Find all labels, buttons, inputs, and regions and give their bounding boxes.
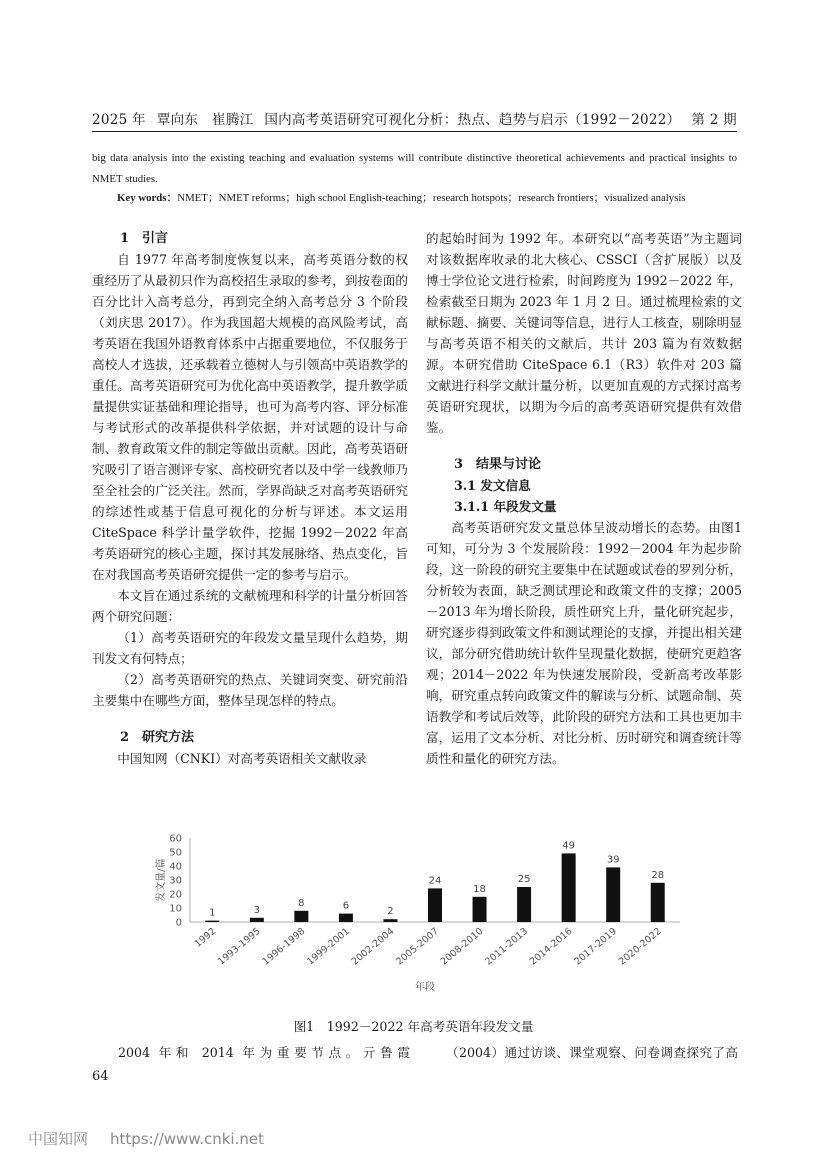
footer-brand: 中国知网 [28, 1130, 89, 1148]
research-question-1: （1）高考英语研究的年段发文量呈现什么趋势，期刊发文有何特点； [92, 630, 408, 666]
y-tick-label: 60 [169, 833, 182, 845]
bar-value-label: 18 [473, 883, 486, 895]
x-tick-label: 2014-2016 [527, 925, 575, 968]
bar [517, 887, 531, 922]
header-article-title: 国内高考英语研究可视化分析：热点、趋势与启示（1992－2022） [264, 112, 681, 128]
x-tick-label: 1999-2001 [305, 925, 352, 968]
x-axis-label: 年段 [415, 982, 435, 993]
bar-value-label: 8 [298, 897, 305, 909]
right-column [426, 228, 742, 769]
subsection-heading-annual-volume: 3.1.1 年段发文量 [454, 499, 557, 514]
bar-value-label: 6 [342, 900, 350, 912]
y-tick-label: 50 [169, 847, 182, 859]
header-rule [92, 131, 737, 132]
bar-value-label: 3 [253, 904, 261, 916]
paragraph-questions-intro: 本文旨在通过系统的文献梳理和科学的计量分析回答两个研究问题： [92, 588, 408, 624]
keywords-text: NMET；NMET reforms；high school English-teaching；research hotspots；research frontiers；visualized analysis [177, 192, 686, 204]
bar [383, 919, 397, 922]
bar-value-label: 28 [651, 869, 665, 881]
y-tick-label: 0 [175, 917, 182, 929]
bar-value-label: 2 [387, 906, 394, 918]
section-heading-methods: 2 研究方法 [120, 730, 195, 745]
bar-chart-svg [150, 826, 690, 1006]
bar [473, 897, 487, 922]
paragraph-methods-continued: 的起始时间为 1992 年。本研究以“高考英语”为主题词对该数据库收录的北大核心、CSSCI（含扩展版）以及博士学位论文进行检索，时间跨度为 1992－2022 年，检索截至日期为 2023 年 1 月 2 日。通过梳理检索的文献标题、摘要、关键词等信息，进行人工核查，剔除明显与高考英语不相关的文献后，共计 203 篇为有效数据源。本研究借助 CiteSpace 6.1（R3）软件对 203 篇文献进行科学文献计量分析，以更加直观的方式探讨高考英语研究现状，以期为今后的高考英语研究提供有效借鉴。 [426, 231, 742, 435]
left-column [92, 228, 408, 769]
keywords-label: Key words： [117, 192, 178, 204]
x-tick-label: 2005-2007 [394, 925, 441, 968]
y-tick-label: 10 [169, 903, 182, 915]
bar [562, 853, 576, 922]
bar-value-label: 25 [517, 874, 531, 885]
bar [339, 914, 353, 922]
header-year: 2025 年 [92, 112, 146, 128]
bar [428, 888, 442, 922]
section-heading-results: 3 结果与讨论 [454, 457, 542, 472]
page-number: 64 [92, 1069, 109, 1084]
continued-text [118, 1042, 738, 1063]
bar [205, 921, 219, 922]
y-axis-label: 发文量/篇 [156, 858, 167, 902]
figure-caption: 图1 1992－2022 年高考英语年段发文量 [293, 1019, 534, 1034]
x-tick-label: 1993-1995 [215, 925, 263, 968]
running-header [92, 108, 737, 128]
header-issue: 第 2 期 [691, 112, 737, 128]
bar-value-label: 49 [562, 840, 576, 852]
abstract-end: big data analysis into the existing teaching and evaluation systems will contribute distinctive theoretical achievements and practical insights to NMET studies. [92, 152, 737, 185]
bar-value-label: 1 [209, 907, 216, 919]
bar [606, 867, 620, 922]
paragraph-methods-start: 中国知网（CNKI）对高考英语相关文献收录 [117, 751, 367, 766]
x-tick-label: 1992 [192, 925, 219, 950]
footer-site: https://www.cnki.net [110, 1130, 264, 1148]
y-tick-label: 30 [169, 875, 182, 887]
keywords [117, 189, 737, 207]
x-tick-label: 2008-2010 [438, 925, 486, 968]
bar [651, 883, 665, 922]
x-tick-label: 2020-2022 [616, 925, 664, 968]
paragraph-introduction: 自 1977 年高考制度恢复以来，高考英语分数的权重经历了从最初只作为高校招生录取的参考，到按卷面的百分比计入高考总分，再到完全纳入高考总分 3 个阶段（刘庆思 2017）。作为我国超大规模的高风险考试，高考英语在我国外语教育体系中占据重要地位，不仅服务于高校人才选拔，还承载着立德树人与引领高中英语教学的重任。高考英语研究可为优化高中英语教学，提升教学质量提供实证基础和理论指导，也可为高考内容、评分标准与考试形式的改革提供科学依据，并对试题的设计与命制、教育政策文件的制定等做出贡献。因此，高考英语研究吸引了语言测评专家、高校研究者以及中学一线教师乃至全社会的广泛关注。然而，学界尚缺乏对高考英语研究的综述性或基于信息可视化的分析与评述。本文运用 CiteSpace 科学计量学软件，挖掘 1992－2022 年高考英语研究的核心主题，探讨其发展脉络、热点变化，旨在对我国高考英语研究提供一定的参考与启示。 [92, 252, 408, 582]
research-question-2: （2）高考英语研究的热点、关键词突变、研究前沿主要集中在哪些方面，整体呈现怎样的特点。 [92, 672, 408, 708]
bottom-left-text: 2004 年和 2014 年为重要节点。亓鲁霞 [118, 1045, 410, 1060]
watermark-footer [28, 1128, 264, 1149]
y-tick-label: 20 [169, 889, 182, 901]
bar-value-label: 39 [606, 854, 620, 866]
bottom-right-text: （2004）通过访谈、课堂观察、问卷调查探究了高 [446, 1045, 738, 1060]
x-tick-label: 1996-1998 [260, 925, 308, 968]
header-authors: 覃向东 崔腾江 [156, 112, 254, 128]
x-tick-label: 2002-2004 [349, 925, 397, 968]
subsection-heading-publication-info: 3.1 发文信息 [454, 478, 531, 493]
bar-value-label: 24 [428, 875, 442, 887]
bar [294, 911, 308, 922]
paragraph-results: 高考英语研究发文量总体呈波动增长的态势。由图1可知，可分为 3 个发展阶段：1992－2004 年为起步阶段，这一阶段的研究主要集中在试题或试卷的罗列分析，分析较为表面，缺乏测试理论和政策文件的支撑；2005－2013 年为增长阶段，质性研究上升，量化研究起步，研究逐步得到政策文件和测试理论的支撑，并提出相关建议，部分研究借助统计软件呈现量化数据，使研究更趋客观；2014－2022 年为快速发展阶段，受新高考改革影响，研究重点转向政策文件的解读与分析、试题命制、英语教学和考试后效等，此阶段的研究方法和工具也更加丰富，运用了文本分析、对比分析、历时研究和调查统计等质性和量化的研究方法。 [426, 520, 742, 766]
x-tick-label: 2017-2019 [572, 925, 620, 968]
y-tick-label: 40 [169, 861, 182, 873]
x-tick-label: 2011-2013 [483, 925, 531, 968]
bar [250, 918, 264, 922]
figure-bar-chart [150, 826, 690, 1006]
section-heading-introduction: 1 引言 [120, 231, 169, 246]
